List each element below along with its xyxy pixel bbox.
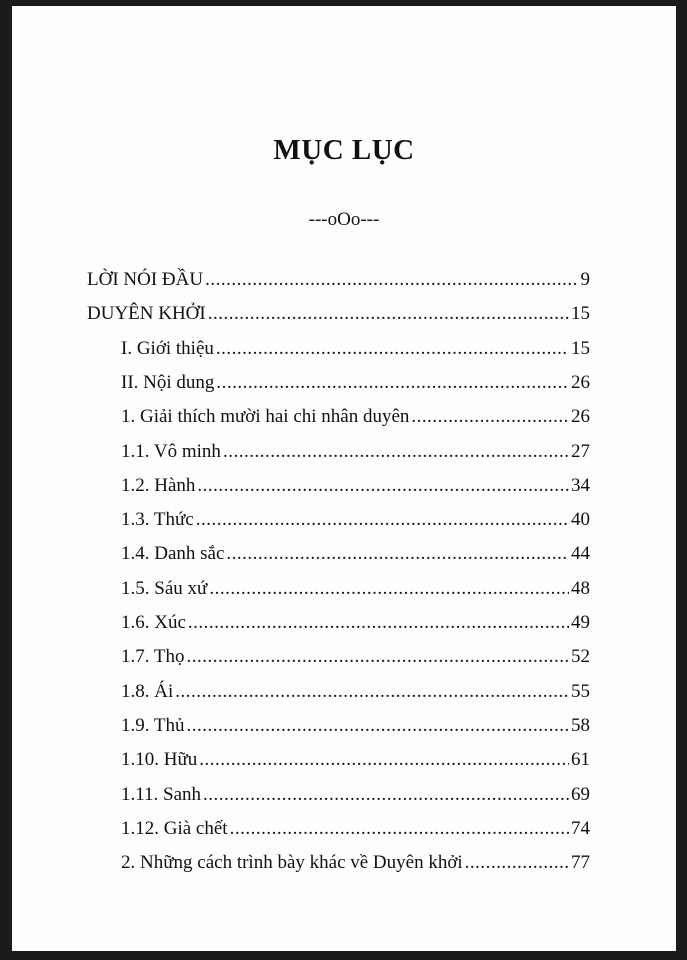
toc-entry-page-number: 52 xyxy=(571,646,590,668)
dot-leader xyxy=(411,406,569,428)
toc-entry-page-number: 49 xyxy=(571,612,590,633)
dot-leader xyxy=(216,372,569,394)
dot-leader xyxy=(187,715,569,737)
toc-entry-label: 1.10. Hữu xyxy=(121,749,198,771)
toc-entry-page-number: 69 xyxy=(571,783,590,805)
dot-leader xyxy=(175,681,569,703)
toc-entry xyxy=(121,852,590,886)
toc-entry-label: 1.8. Ái xyxy=(121,680,174,702)
toc-entry-page-number: 77 xyxy=(571,852,590,874)
toc-entry-page-number: 26 xyxy=(571,406,590,428)
toc-entry-label: II. Nội dung xyxy=(121,371,215,393)
dot-leader xyxy=(205,269,578,291)
dot-leader xyxy=(230,818,569,840)
toc-entry xyxy=(121,749,590,783)
toc-entry xyxy=(121,646,590,680)
toc-entry-label: 1.7. Thọ xyxy=(121,646,185,668)
toc-entry xyxy=(121,441,590,475)
toc-entry-label: 1.4. Danh sắc xyxy=(121,543,225,565)
dot-leader xyxy=(209,578,569,600)
toc-entry xyxy=(121,372,590,406)
toc-entry xyxy=(121,338,590,372)
toc-entry-page-number: 27 xyxy=(571,440,590,462)
dot-leader xyxy=(226,543,569,565)
toc-entry-page-number: 40 xyxy=(571,509,590,531)
toc-entry-label: 1.6. Xúc xyxy=(121,612,186,633)
toc-entry xyxy=(87,269,590,303)
toc-entry xyxy=(121,784,590,818)
toc-entry-label: 1.11. Sanh xyxy=(121,783,202,805)
toc-entry-label: 1.9. Thủ xyxy=(121,714,185,736)
toc-entry xyxy=(121,715,590,749)
toc-entry-label: 1.1. Vô minh xyxy=(121,440,221,462)
toc-entry-label: 1.12. Già chết xyxy=(121,817,228,839)
document-page xyxy=(12,6,676,951)
toc-entry-page-number: 15 xyxy=(571,303,590,325)
toc-entry xyxy=(121,612,590,646)
toc-entry-page-number: 61 xyxy=(571,749,590,771)
toc-entry-page-number: 44 xyxy=(571,543,590,565)
dot-leader xyxy=(199,749,569,771)
toc-entry-page-number: 26 xyxy=(571,371,590,393)
toc-entry xyxy=(121,543,590,577)
toc-entry-label: 1.3. Thức xyxy=(121,509,194,531)
toc-entry-page-number: 48 xyxy=(571,577,590,599)
toc-entry xyxy=(121,818,590,852)
toc-entry-page-number: 58 xyxy=(571,714,590,736)
toc-entry xyxy=(121,509,590,543)
toc-entry-page-number: 74 xyxy=(571,817,590,839)
toc-entry xyxy=(121,681,590,715)
toc-entry-label: DUYÊN KHỞI xyxy=(87,303,206,325)
page-title: MỤC LỤC xyxy=(273,134,415,166)
toc-entry-label: LỜI NÓI ĐẦU xyxy=(87,269,204,290)
toc-entry xyxy=(121,475,590,509)
dot-leader xyxy=(196,509,569,531)
toc-entry xyxy=(87,303,590,337)
toc-entry-label: 1.2. Hành xyxy=(121,474,196,496)
dot-leader xyxy=(216,338,569,360)
dot-leader xyxy=(223,441,569,463)
toc-entry-label: 1.5. Sáu xứ xyxy=(121,577,208,599)
toc-entry xyxy=(121,578,590,612)
dot-leader xyxy=(465,852,569,874)
toc-entry-label: 1. Giải thích mười hai chi nhân duyên xyxy=(121,406,410,428)
dot-leader xyxy=(187,646,569,668)
dot-leader xyxy=(197,475,569,497)
toc-entry xyxy=(121,406,590,440)
toc-entry-label: I. Giới thiệu xyxy=(121,337,214,359)
toc-entry-page-number: 9 xyxy=(580,269,590,290)
toc-entry-page-number: 34 xyxy=(571,474,590,496)
dot-leader xyxy=(203,784,569,806)
dot-leader xyxy=(208,303,569,325)
ornament-divider: ---oOo--- xyxy=(308,209,380,230)
toc-entry-page-number: 15 xyxy=(571,337,590,359)
toc-entry-label: 2. Những cách trình bày khác về Duyên khởi xyxy=(121,852,463,874)
dot-leader xyxy=(188,612,569,634)
toc-entry-page-number: 55 xyxy=(571,680,590,702)
